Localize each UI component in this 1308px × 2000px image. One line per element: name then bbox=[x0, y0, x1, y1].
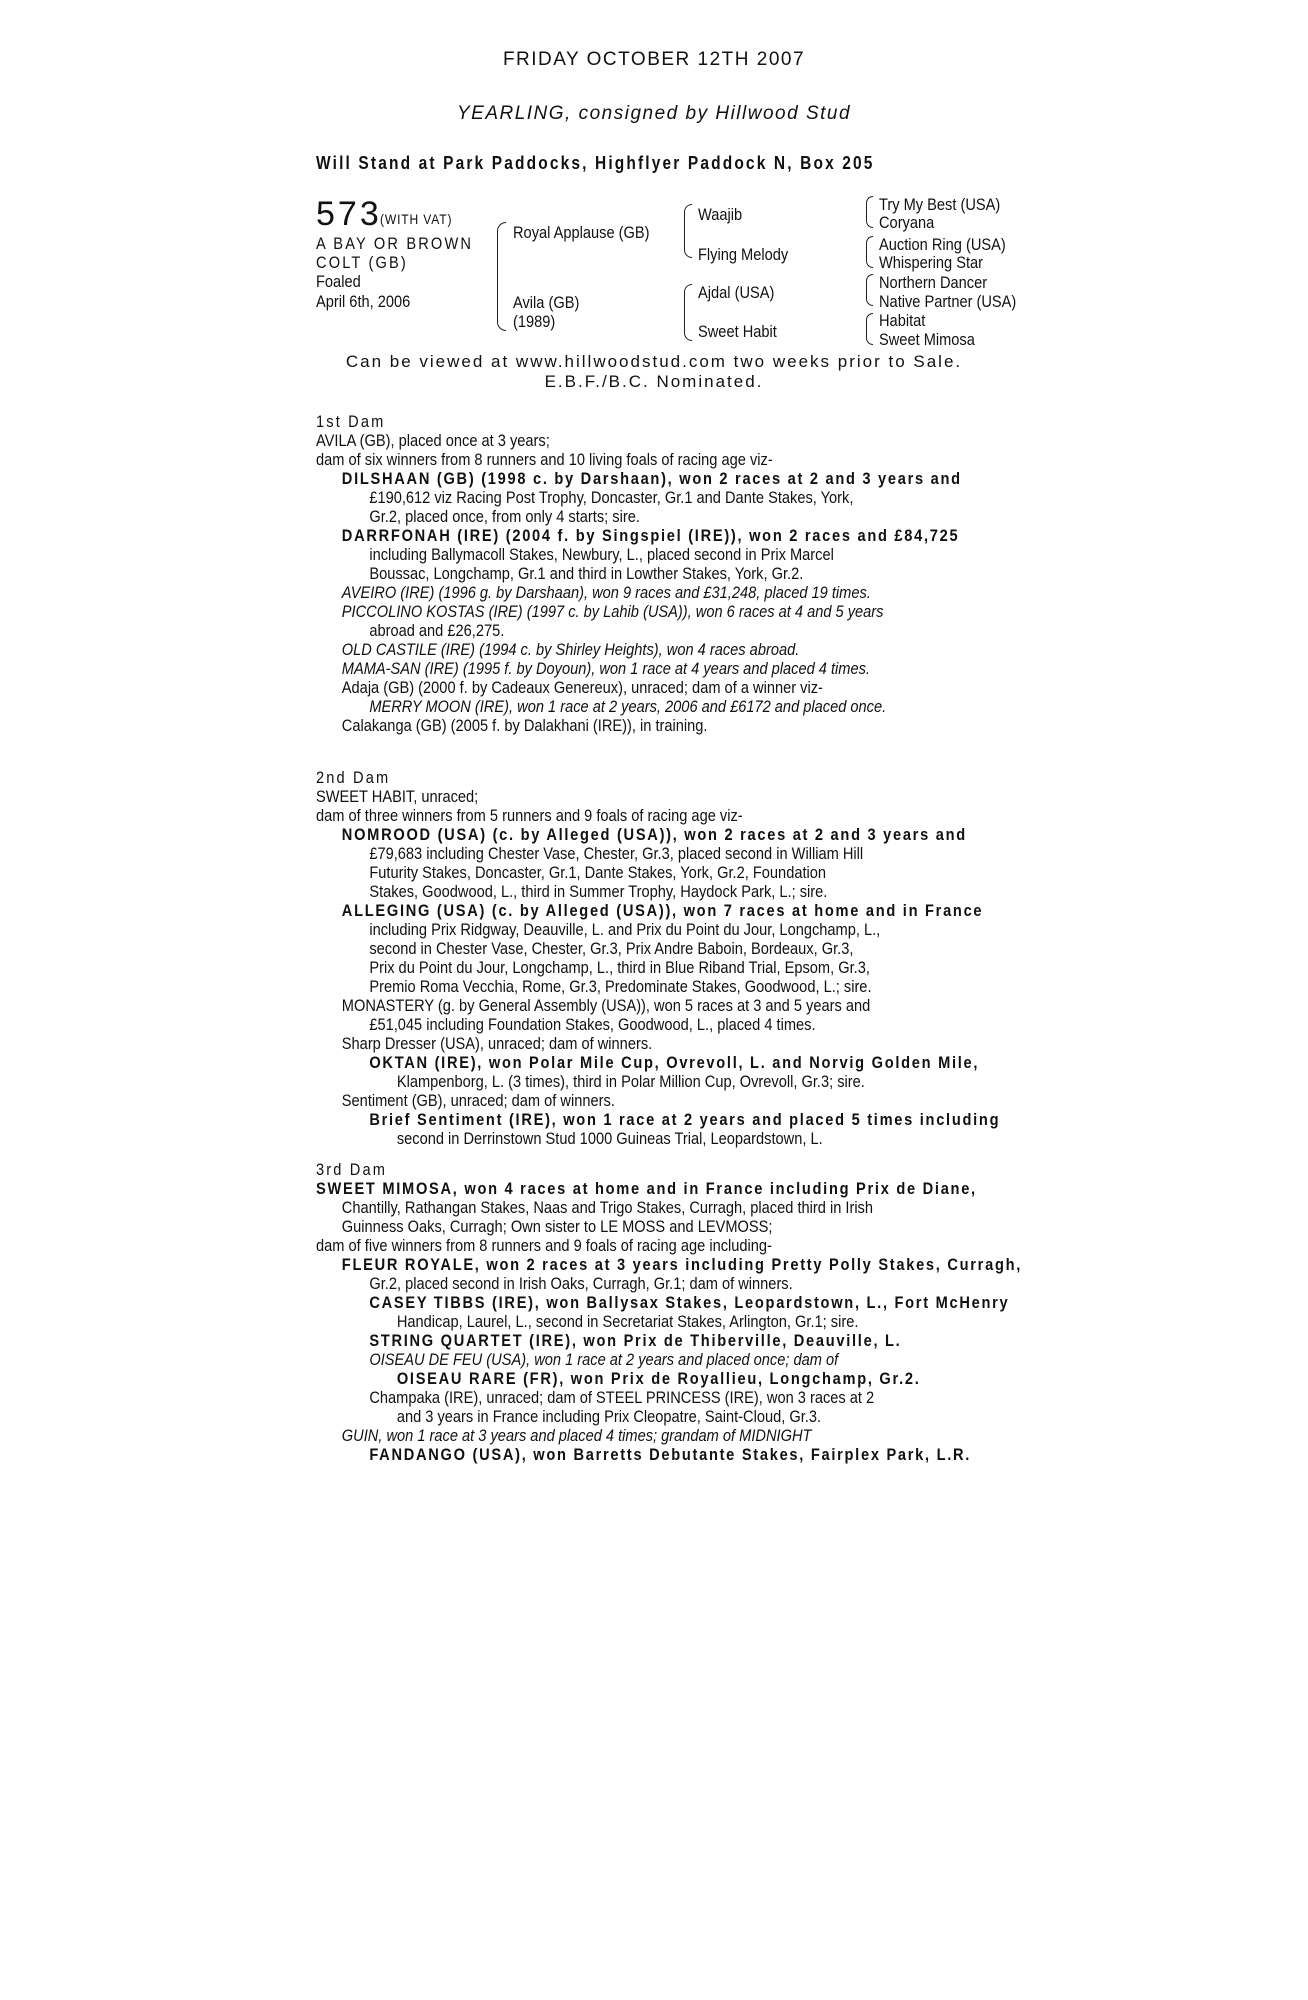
pedigree-ds: Ajdal (USA) bbox=[698, 283, 775, 302]
pedigree-dds: Habitat bbox=[879, 311, 926, 330]
pedigree-brace-2a bbox=[684, 204, 692, 258]
dam-line: Chantilly, Rathangan Stakes, Naas and Trigo Stakes, Curragh, placed third in Irish bbox=[341, 1198, 874, 1217]
dam-line: dam of six winners from 8 runners and 10 living foals of racing age viz- bbox=[316, 450, 773, 469]
pedigree-dsd: Native Partner (USA) bbox=[879, 292, 1017, 311]
consignment-line: YEARLING, consigned by Hillwood Stud bbox=[456, 103, 852, 124]
pedigree-brace-3d bbox=[866, 313, 873, 345]
progeny-line: £190,612 viz Racing Post Trophy, Doncaster, Gr.1 and Dante Stakes, York, bbox=[369, 488, 854, 507]
viewing-note: Can be viewed at www.hillwoodstud.com two weeks prior to Sale. bbox=[345, 352, 963, 371]
progeny-line: MERRY MOON (IRE), won 1 race at 2 years, 2006 and £6172 and placed once. bbox=[369, 697, 887, 716]
pedigree-ss: Waajib bbox=[698, 205, 743, 224]
nomination-note: E.B.F./B.C. Nominated. bbox=[544, 372, 764, 391]
progeny-line: Gr.2, placed second in Irish Oaks, Curragh, Gr.1; dam of winners. bbox=[369, 1274, 793, 1293]
lot-desc-2: COLT (GB) bbox=[316, 253, 408, 272]
foaled-label: Foaled bbox=[316, 272, 361, 291]
dam-line: Guinness Oaks, Curragh; Own sister to LE MOSS and LEVMOSS; bbox=[341, 1217, 773, 1236]
sale-date: FRIDAY OCTOBER 12TH 2007 bbox=[502, 49, 806, 70]
progeny-line: OISEAU RARE (FR), won Prix de Royallieu, Longchamp, Gr.2. bbox=[396, 1369, 921, 1388]
progeny-line: and 3 years in France including Prix Cleopatre, Saint-Cloud, Gr.3. bbox=[396, 1407, 822, 1426]
section-heading: 2nd Dam bbox=[316, 768, 391, 787]
progeny-line: £79,683 including Chester Vase, Chester, Gr.3, placed second in William Hill bbox=[369, 844, 864, 863]
progeny-line: Calakanga (GB) (2005 f. by Dalakhani (IRE)), in training. bbox=[341, 716, 708, 735]
progeny-line: MAMA-SAN (IRE) (1995 f. by Doyoun), won 1 race at 4 years and placed 4 times. bbox=[341, 659, 870, 678]
progeny-line: GUIN, won 1 race at 3 years and placed 4 times; grandam of MIDNIGHT bbox=[341, 1426, 812, 1445]
dam-line: dam of five winners from 8 runners and 9 foals of racing age including- bbox=[316, 1236, 772, 1255]
progeny-line: second in Chester Vase, Chester, Gr.3, Prix Andre Baboin, Bordeaux, Gr.3, bbox=[369, 939, 854, 958]
progeny-line: Gr.2, placed once, from only 4 starts; sire. bbox=[369, 507, 640, 526]
progeny-line: DILSHAAN (GB) (1998 c. by Darshaan), won 2 races at 2 and 3 years and bbox=[341, 469, 962, 488]
progeny-line: OISEAU DE FEU (USA), won 1 race at 2 years and placed once; dam of bbox=[369, 1350, 839, 1369]
second-dam-section bbox=[316, 768, 1006, 1148]
pedigree-dd: Sweet Habit bbox=[698, 322, 777, 341]
progeny-line: Premio Roma Vecchia, Rome, Gr.3, Predominate Stakes, Goodwood, L.; sire. bbox=[369, 977, 872, 996]
progeny-line: abroad and £26,275. bbox=[369, 621, 505, 640]
pedigree-sdd: Whispering Star bbox=[879, 253, 984, 272]
section-heading: 3rd Dam bbox=[316, 1160, 388, 1179]
stand-location: Will Stand at Park Paddocks, Highflyer Paddock N, Box 205 bbox=[316, 153, 875, 173]
pedigree-brace-3b bbox=[866, 236, 873, 268]
progeny-line: Brief Sentiment (IRE), won 1 race at 2 years and placed 5 times including bbox=[369, 1110, 1001, 1129]
pedigree-brace-3c bbox=[866, 274, 873, 306]
pedigree-brace-1 bbox=[497, 222, 506, 331]
lot-number: 573 bbox=[316, 195, 382, 233]
pedigree-dam: Avila (GB) bbox=[513, 293, 580, 312]
pedigree-sss: Try My Best (USA) bbox=[879, 195, 1001, 214]
pedigree-ssd: Coryana bbox=[879, 213, 935, 232]
progeny-line: FANDANGO (USA), won Barretts Debutante Stakes, Fairplex Park, L.R. bbox=[369, 1445, 972, 1464]
first-dam-section bbox=[316, 412, 1006, 735]
progeny-line: DARRFONAH (IRE) (2004 f. by Singspiel (IRE)), won 2 races and £84,725 bbox=[341, 526, 960, 545]
lot-desc-1: A BAY OR BROWN bbox=[316, 234, 474, 253]
pedigree-sd: Flying Melody bbox=[698, 245, 789, 264]
pedigree-sds: Auction Ring (USA) bbox=[879, 235, 1006, 254]
progeny-line: second in Derrinstown Stud 1000 Guineas Trial, Leopardstown, L. bbox=[396, 1129, 823, 1148]
dam-line: SWEET MIMOSA, won 4 races at home and in France including Prix de Diane, bbox=[316, 1179, 977, 1198]
progeny-line: FLEUR ROYALE, won 2 races at 3 years including Pretty Polly Stakes, Curragh, bbox=[341, 1255, 1023, 1274]
progeny-line: £51,045 including Foundation Stakes, Goodwood, L., placed 4 times. bbox=[369, 1015, 816, 1034]
dam-line: SWEET HABIT, unraced; bbox=[316, 787, 479, 806]
progeny-line: NOMROOD (USA) (c. by Alleged (USA)), won 2 races at 2 and 3 years and bbox=[341, 825, 967, 844]
progeny-line: including Prix Ridgway, Deauville, L. and Prix du Point du Jour, Longchamp, L., bbox=[369, 920, 881, 939]
progeny-line: Adaja (GB) (2000 f. by Cadeaux Genereux), unraced; dam of a winner viz- bbox=[341, 678, 823, 697]
progeny-line: PICCOLINO KOSTAS (IRE) (1997 c. by Lahib (USA)), won 6 races at 4 and 5 years bbox=[341, 602, 884, 621]
third-dam-section bbox=[316, 1160, 1023, 1464]
progeny-line: Prix du Point du Jour, Longchamp, L., third in Blue Riband Trial, Epsom, Gr.3, bbox=[369, 958, 870, 977]
progeny-line: Champaka (IRE), unraced; dam of STEEL PRINCESS (IRE), won 3 races at 2 bbox=[369, 1388, 875, 1407]
vat-note: (WITH VAT) bbox=[380, 211, 453, 227]
foaled-date: April 6th, 2006 bbox=[316, 292, 411, 311]
pedigree-brace-3a bbox=[866, 196, 873, 228]
pedigree-sire: Royal Applause (GB) bbox=[513, 223, 650, 242]
progeny-line: Boussac, Longchamp, Gr.1 and third in Lowther Stakes, York, Gr.2. bbox=[369, 564, 804, 583]
progeny-line: including Ballymacoll Stakes, Newbury, L., placed second in Prix Marcel bbox=[369, 545, 834, 564]
dam-line: dam of three winners from 5 runners and 9 foals of racing age viz- bbox=[316, 806, 743, 825]
progeny-line: OKTAN (IRE), won Polar Mile Cup, Ovrevoll, L. and Norvig Golden Mile, bbox=[369, 1053, 980, 1072]
progeny-line: Futurity Stakes, Doncaster, Gr.1, Dante Stakes, York, Gr.2, Foundation bbox=[369, 863, 827, 882]
progeny-line: Sharp Dresser (USA), unraced; dam of winners. bbox=[341, 1034, 653, 1053]
progeny-line: STRING QUARTET (IRE), won Prix de Thiberville, Deauville, L. bbox=[369, 1331, 902, 1350]
pedigree-brace-2b bbox=[684, 284, 692, 341]
pedigree-dam-year: (1989) bbox=[513, 312, 556, 331]
progeny-line: Sentiment (GB), unraced; dam of winners. bbox=[341, 1091, 615, 1110]
progeny-line: AVEIRO (IRE) (1996 g. by Darshaan), won 9 races and £31,248, placed 19 times. bbox=[341, 583, 871, 602]
section-heading: 1st Dam bbox=[316, 412, 386, 431]
progeny-line: Handicap, Laurel, L., second in Secretariat Stakes, Arlington, Gr.1; sire. bbox=[396, 1312, 859, 1331]
progeny-line: ALLEGING (USA) (c. by Alleged (USA)), won 7 races at home and in France bbox=[341, 901, 984, 920]
progeny-line: Klampenborg, L. (3 times), third in Polar Million Cup, Ovrevoll, Gr.3; sire. bbox=[396, 1072, 865, 1091]
progeny-line: CASEY TIBBS (IRE), won Ballysax Stakes, Leopardstown, L., Fort McHenry bbox=[369, 1293, 1010, 1312]
pedigree-ddd: Sweet Mimosa bbox=[879, 330, 975, 349]
pedigree-dss: Northern Dancer bbox=[879, 273, 988, 292]
progeny-line: Stakes, Goodwood, L., third in Summer Trophy, Haydock Park, L.; sire. bbox=[369, 882, 828, 901]
progeny-line: MONASTERY (g. by General Assembly (USA)), won 5 races at 3 and 5 years and bbox=[341, 996, 871, 1015]
progeny-line: OLD CASTILE (IRE) (1994 c. by Shirley Heights), won 4 races abroad. bbox=[341, 640, 800, 659]
dam-line: AVILA (GB), placed once at 3 years; bbox=[316, 431, 550, 450]
